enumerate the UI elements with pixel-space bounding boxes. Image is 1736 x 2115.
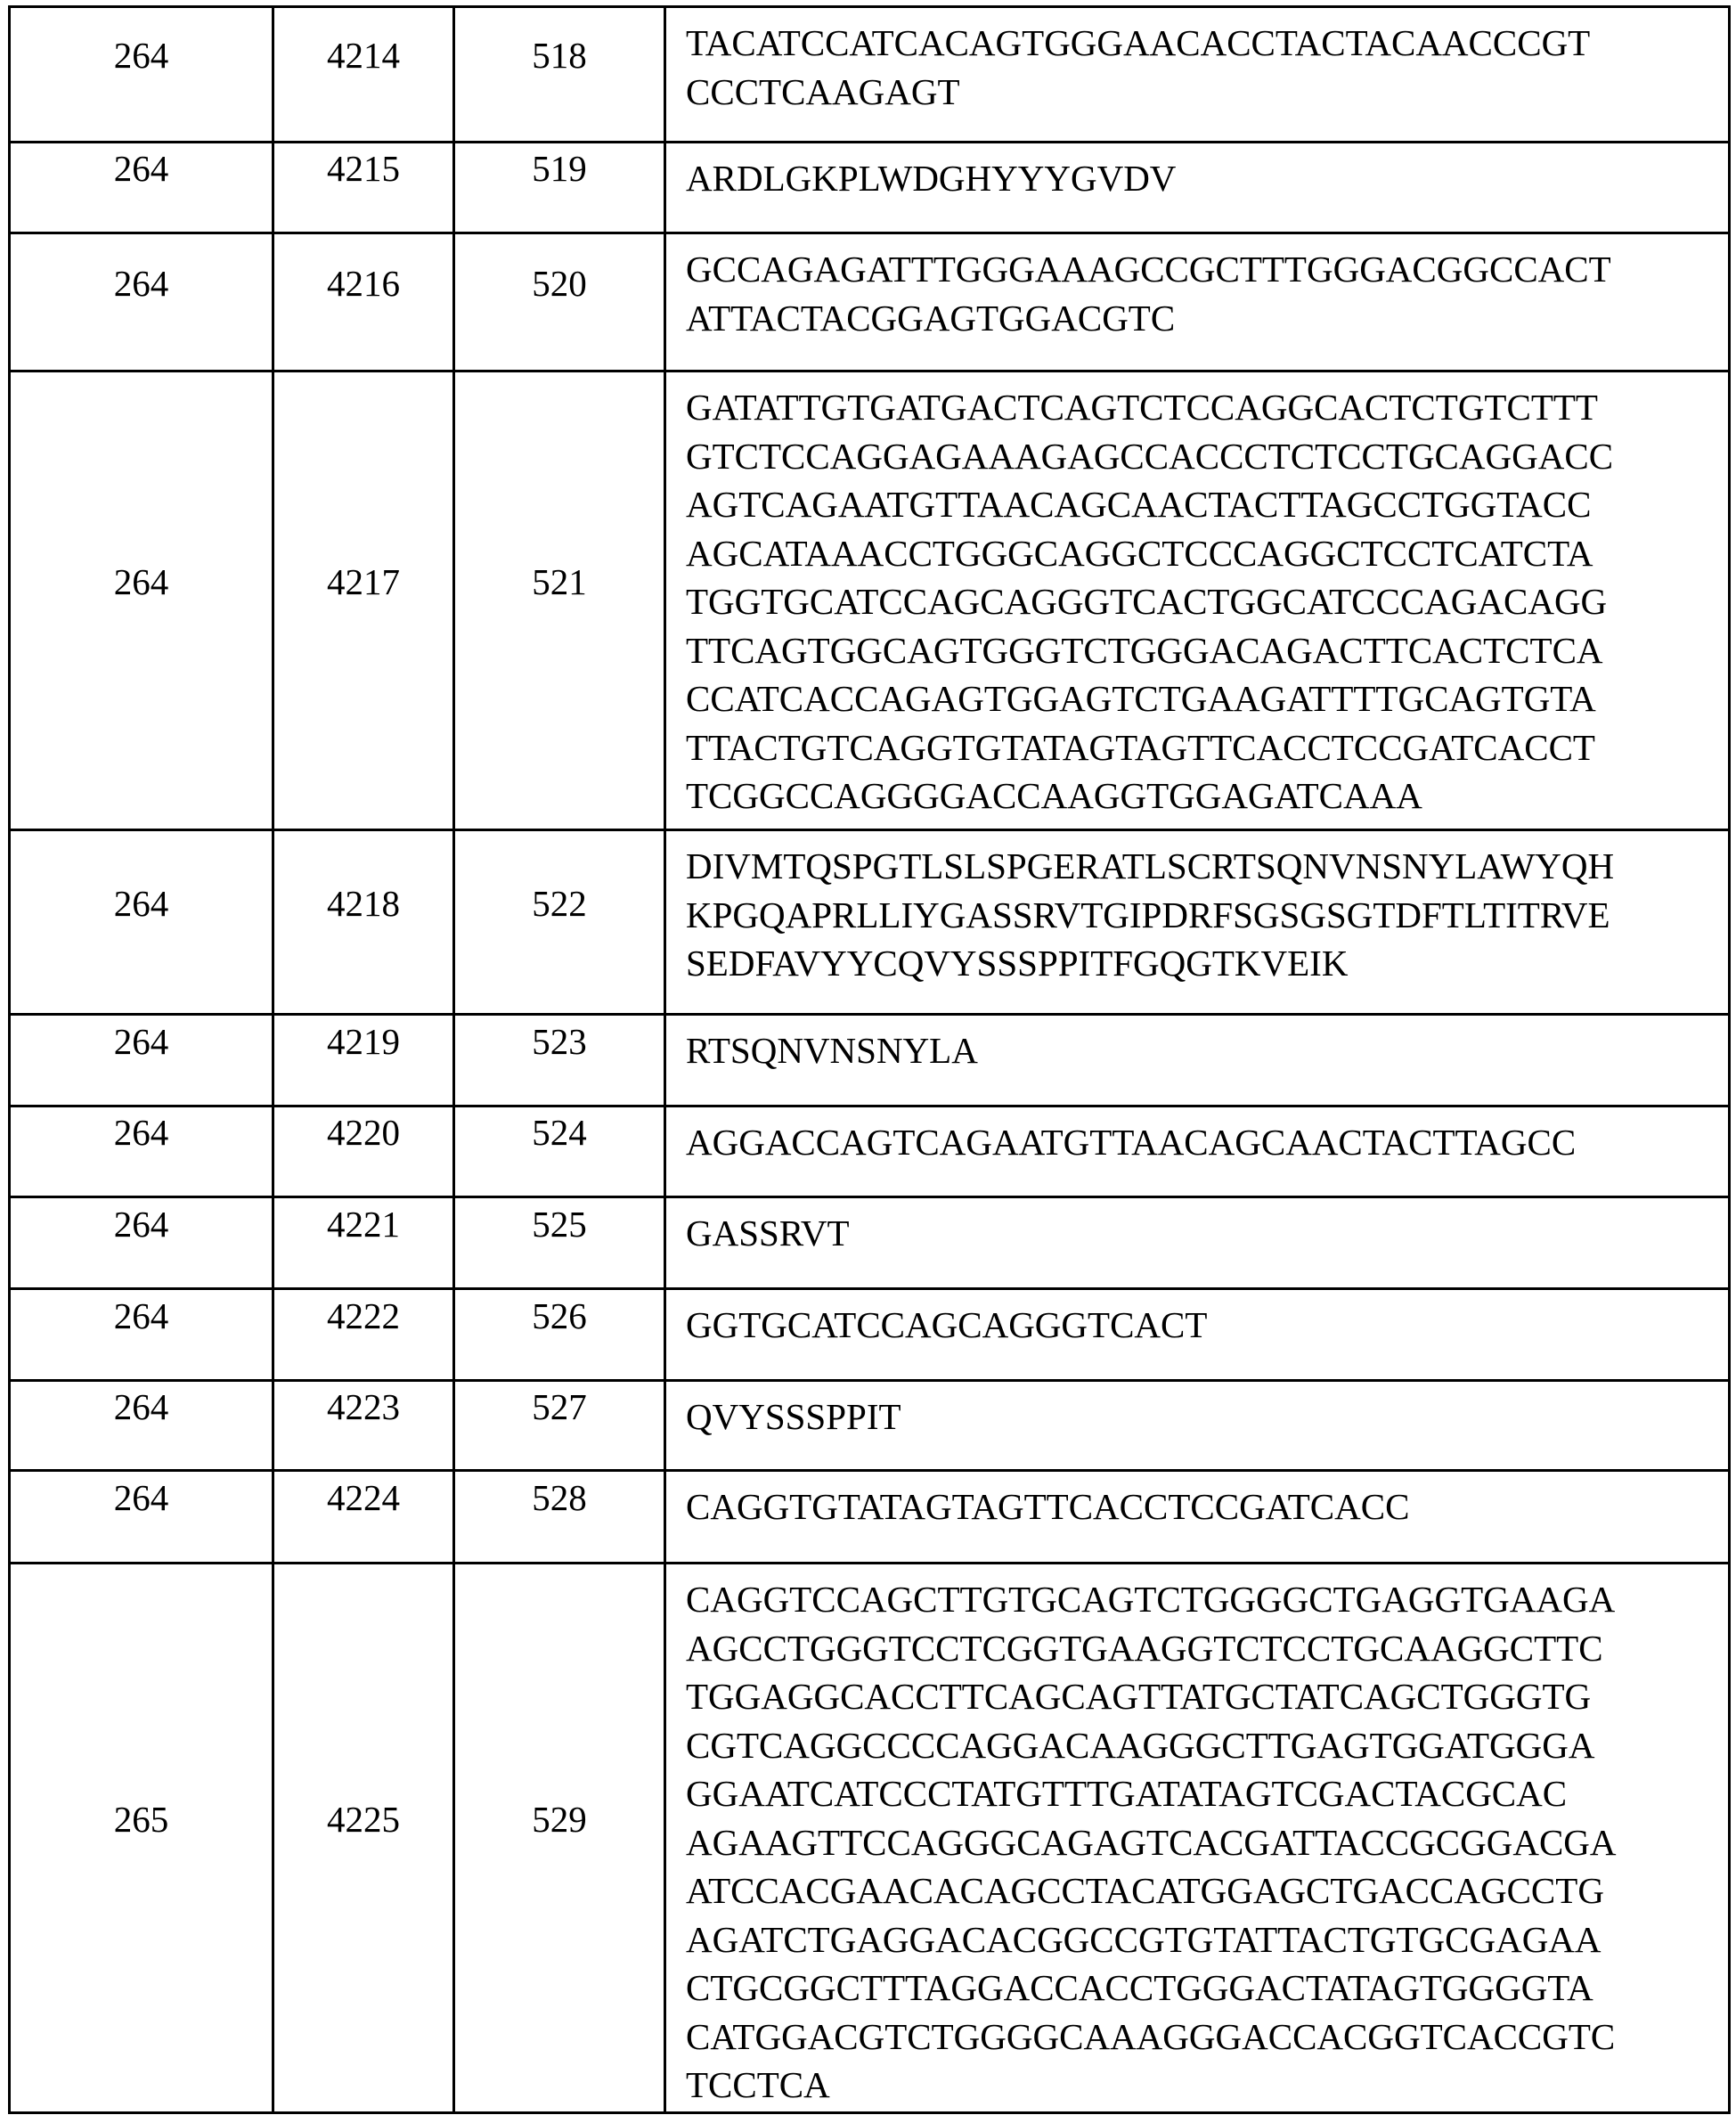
table-row xyxy=(10,143,1730,233)
sequence-line: CATGGACGTCTGGGGCAAAGGGACCACGGTCACCGTC xyxy=(686,2013,1728,2062)
table-cell-col1: 264 xyxy=(10,1289,273,1381)
table-cell-col2: 4223 xyxy=(273,1381,454,1471)
table-row xyxy=(10,1289,1730,1381)
sequence-line: TACATCCATCACAGTGGGAACACCTACTACAACCCGT xyxy=(686,19,1728,68)
table-row xyxy=(10,1564,1730,2113)
table-cell-col1: 264 xyxy=(10,830,273,1015)
table-row xyxy=(10,1015,1730,1106)
table-row xyxy=(10,1106,1730,1197)
table-cell-col1: 264 xyxy=(10,143,273,233)
table-cell-col1: 264 xyxy=(10,1106,273,1197)
table-cell-col2: 4217 xyxy=(273,372,454,830)
table-cell-col2: 4216 xyxy=(273,233,454,372)
sequence-cell xyxy=(665,372,1730,830)
sequence-line: SEDFAVYYCQVYSSSPPITFGQGTKVEIK xyxy=(686,939,1728,988)
sequence-line: AGCATAAACCTGGGCAGGCTCCCAGGCTCCTCATCTA xyxy=(686,529,1728,578)
table-cell-col1: 264 xyxy=(10,1015,273,1106)
sequence-line: CAGGTGTATAGTAGTTCACCTCCGATCACC xyxy=(686,1482,1728,1531)
table-cell-col2: 4224 xyxy=(273,1471,454,1564)
sequence-line: CCATCACCAGAGTGGAGTCTGAAGATTTTGCAGTGTA xyxy=(686,674,1728,723)
table-cell-col1: 264 xyxy=(10,1381,273,1471)
sequence-line: ATCCACGAACACAGCCTACATGGAGCTGACCAGCCTG xyxy=(686,1866,1728,1915)
sequence-cell xyxy=(665,143,1730,233)
sequence-line: KPGQAPRLLIYGASSRVTGIPDRFSGSGSGTDFTLTITRVE xyxy=(686,891,1728,940)
sequence-line: CGTCAGGCCCCAGGACAAGGGCTTGAGTGGATGGGA xyxy=(686,1721,1728,1770)
sequence-line: AGCCTGGGTCCTCGGTGAAGGTCTCCTGCAAGGCTTC xyxy=(686,1624,1728,1673)
table-cell-col2: 4222 xyxy=(273,1289,454,1381)
sequence-line: AGGACCAGTCAGAATGTTAACAGCAACTACTTAGCC xyxy=(686,1118,1728,1167)
sequence-line: GASSRVT xyxy=(686,1209,1728,1258)
table-cell-col1: 265 xyxy=(10,1564,273,2113)
sequence-line: GCCAGAGATTTGGGAAAGCCGCTTTGGGACGGCCACT xyxy=(686,245,1728,294)
table-cell-col3: 523 xyxy=(454,1015,665,1106)
sequence-line: AGTCAGAATGTTAACAGCAACTACTTAGCCTGGTACC xyxy=(686,480,1728,529)
sequence-line: CAGGTCCAGCTTGTGCAGTCTGGGGCTGAGGTGAAGA xyxy=(686,1575,1728,1624)
table-cell-col1: 264 xyxy=(10,7,273,143)
table-cell-col2: 4220 xyxy=(273,1106,454,1197)
sequence-cell xyxy=(665,1381,1730,1471)
sequence-line: CCCTCAAGAGT xyxy=(686,68,1728,117)
table-cell-col2: 4219 xyxy=(273,1015,454,1106)
sequence-line: GATATTGTGATGACTCAGTCTCCAGGCACTCTGTCTTT xyxy=(686,383,1728,432)
table-cell-col1: 264 xyxy=(10,372,273,830)
table-cell-col3: 529 xyxy=(454,1564,665,2113)
table-cell-col3: 520 xyxy=(454,233,665,372)
table-cell-col1: 264 xyxy=(10,233,273,372)
sequence-cell xyxy=(665,233,1730,372)
table-row xyxy=(10,233,1730,372)
sequence-line: QVYSSSPPIT xyxy=(686,1392,1728,1441)
table-cell-col3: 528 xyxy=(454,1471,665,1564)
table-cell-col3: 525 xyxy=(454,1197,665,1289)
table-cell-col3: 526 xyxy=(454,1289,665,1381)
sequence-line: ATTACTACGGAGTGGACGTC xyxy=(686,294,1728,343)
table-row xyxy=(10,1197,1730,1289)
sequence-line: TCGGCCAGGGGACCAAGGTGGAGATCAAA xyxy=(686,772,1728,821)
sequence-line: TGGTGCATCCAGCAGGGTCACTGGCATCCCAGACAGG xyxy=(686,577,1728,626)
table-cell-col2: 4221 xyxy=(273,1197,454,1289)
table-cell-col2: 4215 xyxy=(273,143,454,233)
sequence-cell xyxy=(665,1197,1730,1289)
table-cell-col1: 264 xyxy=(10,1471,273,1564)
sequence-line: GGAATCATCCCTATGTTTGATATAGTCGACTACGCAC xyxy=(686,1769,1728,1818)
table-cell-col3: 522 xyxy=(454,830,665,1015)
sequence-line: TTCAGTGGCAGTGGGTCTGGGACAGACTTCACTCTCA xyxy=(686,626,1728,675)
sequence-line: TGGAGGCACCTTCAGCAGTTATGCTATCAGCTGGGTG xyxy=(686,1672,1728,1721)
table-cell-col3: 518 xyxy=(454,7,665,143)
sequence-cell xyxy=(665,830,1730,1015)
table-row xyxy=(10,1471,1730,1564)
sequence-line: DIVMTQSPGTLSLSPGERATLSCRTSQNVNSNYLAWYQH xyxy=(686,842,1728,891)
sequence-cell xyxy=(665,1015,1730,1106)
table-cell-col3: 519 xyxy=(454,143,665,233)
table-cell-col3: 527 xyxy=(454,1381,665,1471)
sequence-line: TCCTCA xyxy=(686,2061,1728,2110)
sequence-table-body xyxy=(10,7,1730,2113)
sequence-cell xyxy=(665,1289,1730,1381)
sequence-line: AGATCTGAGGACACGGCCGTGTATTACTGTGCGAGAA xyxy=(686,1915,1728,1964)
sequence-line: GTCTCCAGGAGAAAGAGCCACCCTCTCCTGCAGGACC xyxy=(686,432,1728,481)
table-row xyxy=(10,372,1730,830)
sequence-line: TTACTGTCAGGTGTATAGTAGTTCACCTCCGATCACCT xyxy=(686,723,1728,772)
sequence-cell xyxy=(665,1564,1730,2113)
table-cell-col1: 264 xyxy=(10,1197,273,1289)
sequence-line: ARDLGKPLWDGHYYYGVDV xyxy=(686,154,1728,203)
sequence-table xyxy=(8,5,1731,2114)
table-cell-col2: 4225 xyxy=(273,1564,454,2113)
sequence-cell xyxy=(665,1471,1730,1564)
table-cell-col2: 4218 xyxy=(273,830,454,1015)
sequence-cell xyxy=(665,7,1730,143)
table-cell-col3: 524 xyxy=(454,1106,665,1197)
sequence-line: RTSQNVNSNYLA xyxy=(686,1026,1728,1075)
table-cell-col3: 521 xyxy=(454,372,665,830)
table-row xyxy=(10,830,1730,1015)
sequence-cell xyxy=(665,1106,1730,1197)
sequence-line: GGTGCATCCAGCAGGGTCACT xyxy=(686,1301,1728,1350)
table-row xyxy=(10,1381,1730,1471)
table-cell-col2: 4214 xyxy=(273,7,454,143)
table-row xyxy=(10,7,1730,143)
sequence-line: CTGCGGCTTTAGGACCACCTGGGACTATAGTGGGGTA xyxy=(686,1964,1728,2013)
sequence-line: AGAAGTTCCAGGGCAGAGTCACGATTACCGCGGACGA xyxy=(686,1818,1728,1867)
